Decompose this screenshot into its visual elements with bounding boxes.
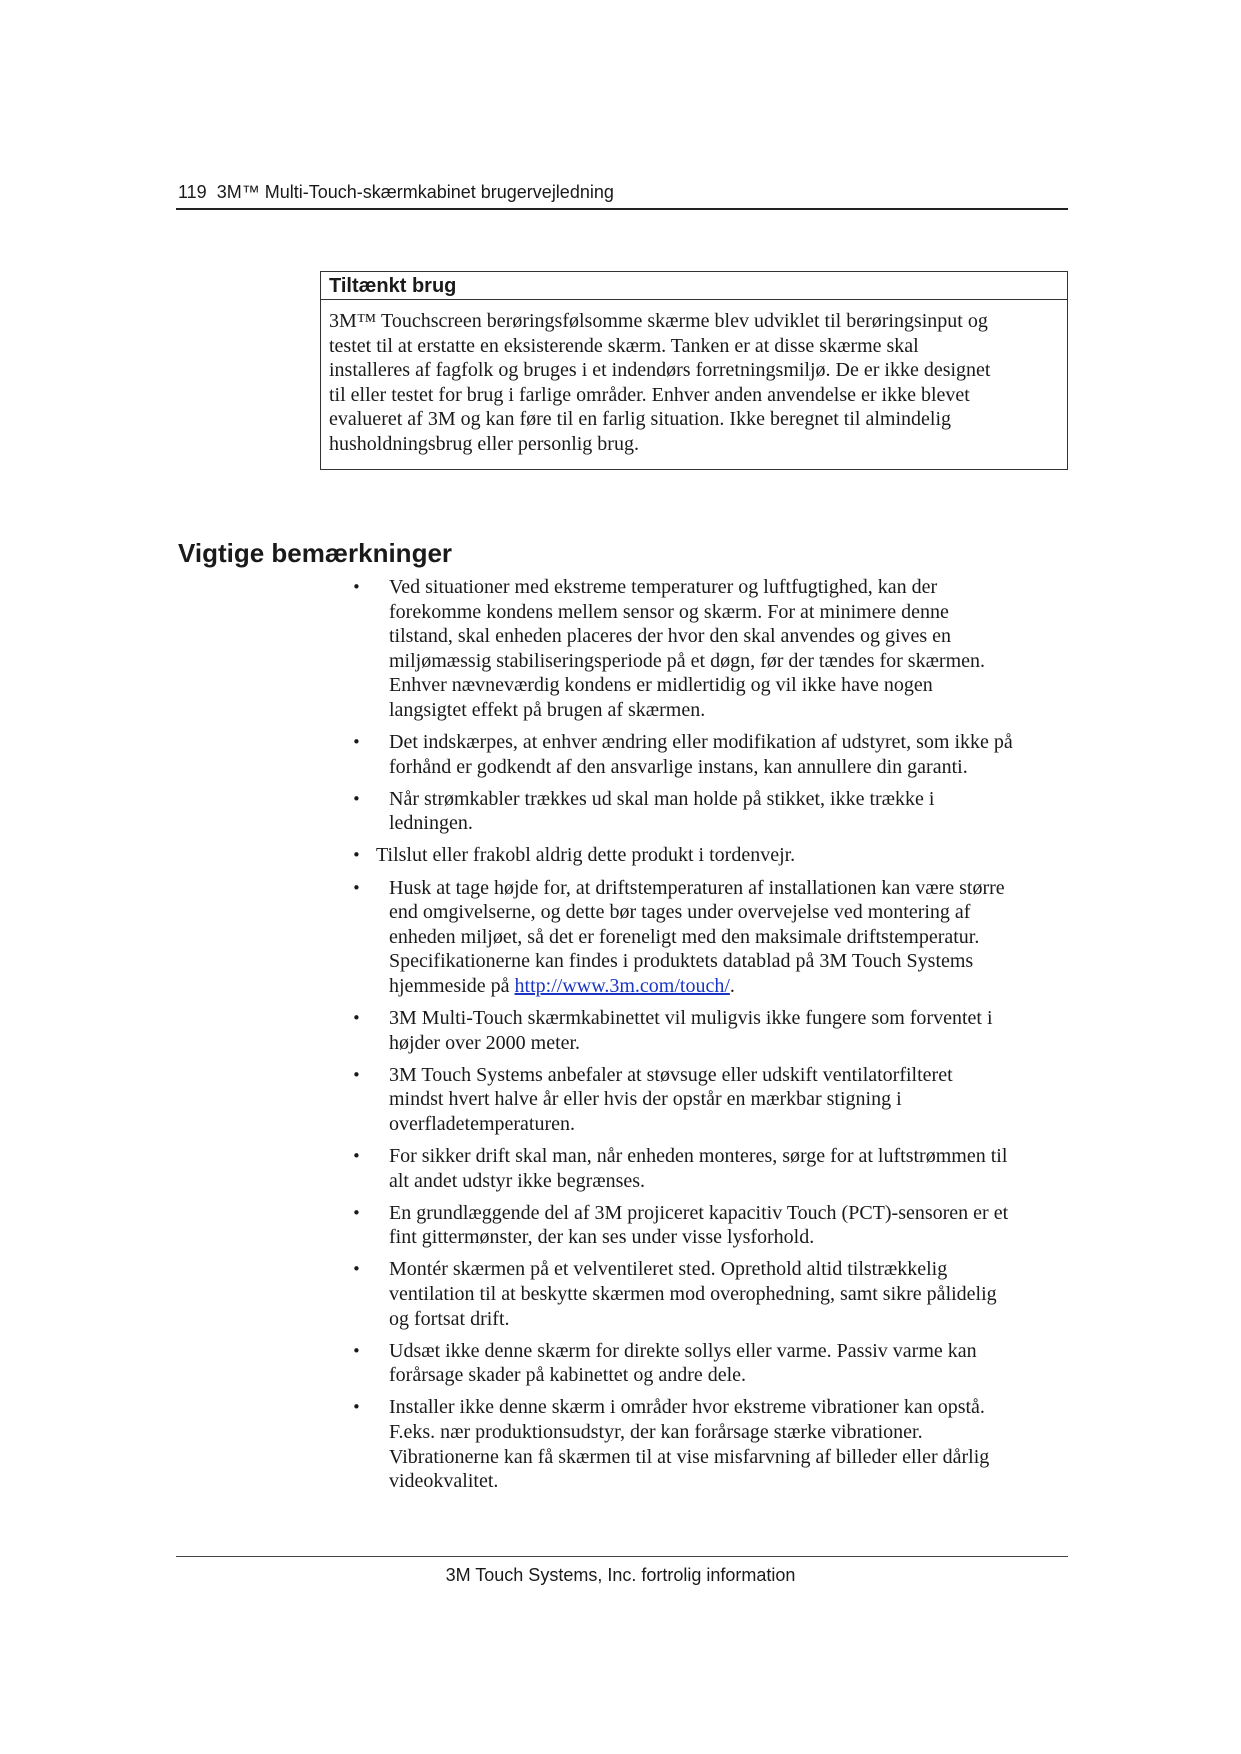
important-notes-list <box>0 575 1241 1501</box>
page-footer: 3M Touch Systems, Inc. fortrolig information <box>445 1565 796 1585</box>
list-item <box>0 1006 1241 1055</box>
list-item <box>0 1395 1241 1493</box>
list-item-line: 3M Touch Systems anbefaler at støvsuge eller udskift ventilatorfilteret <box>389 1063 953 1086</box>
list-item-line: højder over 2000 meter. <box>389 1031 581 1054</box>
bullet-icon: • <box>352 1009 361 1027</box>
bullet-icon: • <box>352 878 361 897</box>
list-item <box>0 876 1241 999</box>
intended-use-title: Tiltænkt brug <box>321 272 1067 300</box>
list-item-line: Tilslut eller frakobl aldrig dette produkt i tordenvejr. <box>376 844 796 867</box>
list-item-line: For sikker drift skal man, når enheden monteres, sørge for at luftstrømmen til <box>389 1144 1008 1167</box>
list-item-line: fint gittermønster, der kan ses under visse lysforhold. <box>389 1226 815 1249</box>
list-item-line: 3M Multi-Touch skærmkabinettet vil muligvis ikke fungere som forventet i <box>389 1007 993 1029</box>
intended-use-body <box>321 300 1067 457</box>
list-item-line: alt andet udstyr ikke begrænses. <box>389 1169 646 1192</box>
list-item-line-text: hjemmeside på <box>389 974 515 997</box>
list-item-line: langsigtet effekt på brugen af skærmen. <box>389 698 706 721</box>
list-item-line: videokvalitet. <box>389 1470 499 1493</box>
list-item-line: forhånd er godkendt af den ansvarlige instans, kan annullere din garanti. <box>389 755 968 778</box>
bullet-icon: • <box>352 1203 361 1222</box>
list-item-line: Enhver nævneværdig kondens er midlertidig og vil ikke have nogen <box>389 674 933 697</box>
bullet-icon: • <box>352 846 361 865</box>
list-item <box>0 1339 1241 1388</box>
list-item-line: forekomme kondens mellem sensor og skærm. For at minimere denne <box>389 600 949 623</box>
list-item-line: miljømæssig stabiliseringsperiode på et døgn, før der tændes for skærmen. <box>389 649 986 672</box>
list-item-line: Vibrationerne kan få skærmen til at vise misfarvning af billeder eller dårlig <box>389 1445 990 1468</box>
list-item <box>0 787 1241 836</box>
bullet-icon: • <box>352 1398 361 1417</box>
page-header <box>178 180 1068 204</box>
bullet-icon: • <box>352 733 361 752</box>
list-item-line: ledningen. <box>389 812 473 835</box>
section-heading-important-notes: Vigtige bemærkninger <box>178 538 453 568</box>
list-item <box>0 1201 1241 1250</box>
bullet-icon: • <box>352 1146 361 1165</box>
list-item <box>0 843 1241 868</box>
list-item-line: Det indskærpes, at enhver ændring eller modifikation af udstyret, som ikke på <box>389 731 1013 754</box>
list-item-line: Når strømkabler trækkes ud skal man holde på stikket, ikke trække i <box>389 787 935 810</box>
intended-use-line: evalueret af 3M og kan føre til en farlig situation. Ikke beregnet til almindelig <box>329 408 952 431</box>
intended-use-line: til eller testet for brug i farlige områder. Enhver anden anvendelse er ikke blevet <box>329 383 970 406</box>
list-item <box>0 1063 1241 1137</box>
header-rule <box>176 208 1068 210</box>
list-item-line: Udsæt ikke denne skærm for direkte sollys eller varme. Passiv varme kan <box>389 1339 977 1362</box>
list-item-line-text: . <box>729 974 735 997</box>
list-item-line: enheden miljøet, så det er foreneligt med den maksimale driftstemperatur. <box>389 925 980 948</box>
page-number: 119 <box>178 182 207 202</box>
list-item <box>0 1144 1241 1193</box>
intended-use-box <box>320 271 1068 470</box>
list-item-line <box>389 974 1241 999</box>
bullet-icon: • <box>352 789 361 808</box>
list-item-line: En grundlæggende del af 3M projiceret kapacitiv Touch (PCT)-sensoren er et <box>389 1201 1009 1224</box>
list-item-line: Ved situationer med ekstreme temperaturer og luftfugtighed, kan der <box>389 576 938 598</box>
document-title: 3M™ Multi-Touch-skærmkabinet brugervejledning <box>216 182 614 202</box>
list-item-line: Installer ikke denne skærm i områder hvor ekstreme vibrationer kan opstå. <box>389 1396 985 1419</box>
list-item-line: og fortsat drift. <box>389 1307 510 1330</box>
bullet-icon: • <box>352 1260 361 1279</box>
intended-use-line: husholdningsbrug eller personlig brug. <box>329 432 639 455</box>
intended-use-line: testet til at erstatte en eksisterende skærm. Tanken er at disse skærme skal <box>329 334 919 357</box>
list-item <box>0 730 1241 779</box>
intended-use-line: 3M™ Touchscreen berøringsfølsomme skærme blev udviklet til berøringsinput og <box>329 310 988 332</box>
bullet-icon: • <box>352 1065 361 1084</box>
list-item-line: Montér skærmen på et velventileret sted. Oprethold altid tilstrækkelig <box>389 1258 948 1281</box>
list-item-line: Specifikationerne kan findes i produktets datablad på 3M Touch Systems <box>389 950 974 973</box>
footer-rule <box>176 1556 1068 1557</box>
list-item-line: forårsage skader på kabinettet og andre dele. <box>389 1364 747 1387</box>
list-item-line: overfladetemperaturen. <box>389 1112 576 1135</box>
list-item <box>0 1257 1241 1331</box>
bullet-icon: • <box>352 578 361 596</box>
list-item-line: tilstand, skal enheden placeres der hvor den skal anvendes og gives en <box>389 625 952 648</box>
intended-use-line: installeres af fagfolk og bruges i et indendørs forretningsmiljø. De er ikke designet <box>329 359 991 382</box>
list-item-line: Husk at tage højde for, at driftstemperaturen af installationen kan være større <box>389 876 1005 899</box>
list-item <box>0 575 1241 723</box>
list-item-line: F.eks. nær produktionsudstyr, der kan forårsage stærke vibrationer. <box>389 1420 923 1443</box>
bullet-icon: • <box>352 1341 361 1360</box>
list-item-line: mindst hvert halve år eller hvis der opstår en mærkbar stigning i <box>389 1088 902 1111</box>
list-item-line: end omgivelserne, og dette bør tages under overvejelse ved montering af <box>389 901 971 924</box>
3m-touch-website-link[interactable]: http://www.3m.com/touch/ <box>514 974 730 997</box>
list-item-line: ventilation til at beskytte skærmen mod overophedning, samt sikre pålidelig <box>389 1282 997 1305</box>
